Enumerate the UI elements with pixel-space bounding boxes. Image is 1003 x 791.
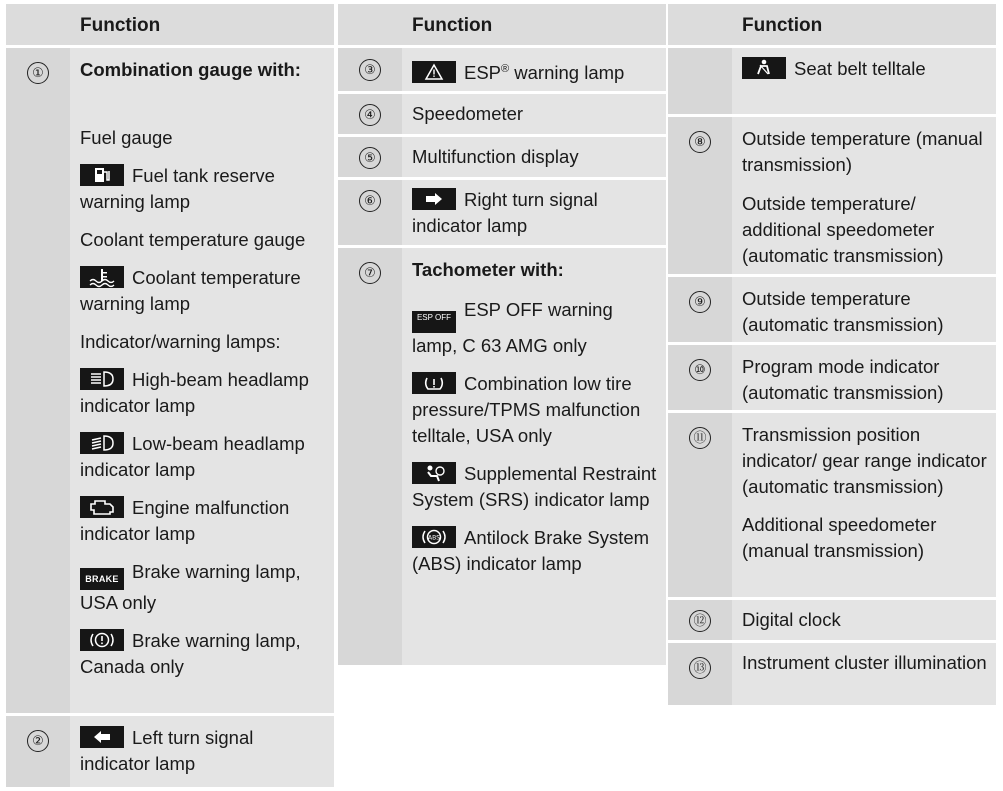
table-row: [338, 137, 666, 177]
table-column-2: [338, 4, 666, 665]
warning-triangle-icon: [412, 61, 456, 83]
list-item: Engine malfunction indicator lamp: [80, 497, 290, 544]
table-row: [338, 248, 666, 665]
list-item: Coolant temperature warning lamp: [80, 267, 301, 314]
esp-off-icon: ESP OFF: [412, 311, 456, 333]
list-item: Combination low tire pressure/TPMS malfunction telltale, USA only: [412, 373, 641, 446]
row-number: ⑨: [689, 291, 711, 313]
row-number: ⑩: [689, 359, 711, 381]
column-header: [6, 4, 334, 45]
item-text: Additional speedometer (manual transmission): [742, 514, 937, 561]
item-text: Combination gauge with:: [80, 59, 301, 80]
row-number: ②: [27, 730, 49, 752]
header-function: Function: [402, 4, 666, 45]
engine-icon: [80, 496, 124, 518]
row-number: ④: [359, 104, 381, 126]
abs-icon: [412, 526, 456, 548]
item-text: Outside temperature/ additional speedometer (automatic transmission): [742, 193, 944, 266]
row-number: ③: [359, 59, 381, 81]
list-item: High-beam headlamp indicator lamp: [80, 369, 309, 416]
table-row: [668, 48, 996, 114]
brake-circle-icon: [80, 629, 124, 651]
item-text: Coolant temperature gauge: [80, 229, 306, 250]
table-row: [338, 94, 666, 134]
table-row: [6, 716, 334, 787]
row-number: ⑦: [359, 262, 381, 284]
table-row: [338, 48, 666, 91]
header-function: Function: [732, 4, 996, 45]
row-number: ⑬: [689, 657, 711, 679]
item-text: Outside temperature (automatic transmission): [742, 288, 944, 335]
list-item: BRAKE Brake warning lamp, USA only: [80, 561, 301, 613]
row-number: ⑧: [689, 131, 711, 153]
list-item: Brake warning lamp, Canada only: [80, 630, 301, 677]
table-row: [668, 600, 996, 640]
item-text: Tachometer with:: [412, 259, 564, 280]
item-text: Speedometer: [412, 103, 524, 124]
table-row: [6, 48, 334, 713]
item-text: Digital clock: [742, 609, 841, 630]
airbag-icon: [412, 462, 456, 484]
tire-pressure-icon: [412, 372, 456, 394]
table-row: [668, 117, 996, 274]
high-beam-icon: [80, 368, 124, 390]
row-number: ⑫: [689, 610, 711, 632]
row-number: ①: [27, 62, 49, 84]
list-item: Low-beam headlamp indicator lamp: [80, 433, 305, 480]
list-item: ABS Antilock Brake System (ABS) indicator lamp: [412, 527, 650, 574]
table-row: [668, 345, 996, 410]
list-item: Seat belt telltale: [742, 56, 988, 82]
list-item: Left turn signal indicator lamp: [80, 727, 254, 774]
item-text: Multifunction display: [412, 146, 579, 167]
item-text: Instrument cluster illumination: [742, 652, 987, 673]
item-text: Transmission position indicator/ gear range indicator (automatic transmission): [742, 424, 987, 497]
item-text: Outside temperature (manual transmission): [742, 128, 983, 175]
row-number: ⑤: [359, 147, 381, 169]
right-arrow-icon: [412, 188, 456, 210]
coolant-temperature-icon: [80, 266, 124, 288]
table-row: [668, 277, 996, 342]
fuel-pump-icon: [80, 164, 124, 186]
table-row: [668, 413, 996, 597]
row-number: ⑪: [689, 427, 711, 449]
brake-text-icon: BRAKE: [80, 568, 124, 590]
item-text: Indicator/warning lamps:: [80, 331, 281, 352]
left-arrow-icon: [80, 726, 124, 748]
header-function: Function: [70, 4, 334, 45]
list-item: ESP® warning lamp: [412, 56, 658, 86]
list-item: ESP OFF ESP OFF warning lamp, C 63 AMG only: [412, 299, 613, 356]
row-number: ⑥: [359, 190, 381, 212]
svg-text:ABS: ABS: [428, 534, 440, 542]
low-beam-icon: [80, 432, 124, 454]
list-item: Right turn signal indicator lamp: [412, 189, 598, 236]
list-item: Supplemental Restraint System (SRS) indicator lamp: [412, 463, 657, 510]
item-text: Program mode indicator (automatic transmission): [742, 356, 944, 403]
table-row: [338, 180, 666, 245]
list-item: Fuel tank reserve warning lamp: [80, 165, 275, 212]
table-column-1: [6, 4, 334, 787]
seat-belt-icon: [742, 57, 786, 79]
table-column-3: [668, 4, 996, 705]
column-header: [668, 4, 996, 45]
column-header: [338, 4, 666, 45]
table-row: [668, 643, 996, 705]
item-text: Fuel gauge: [80, 127, 173, 148]
